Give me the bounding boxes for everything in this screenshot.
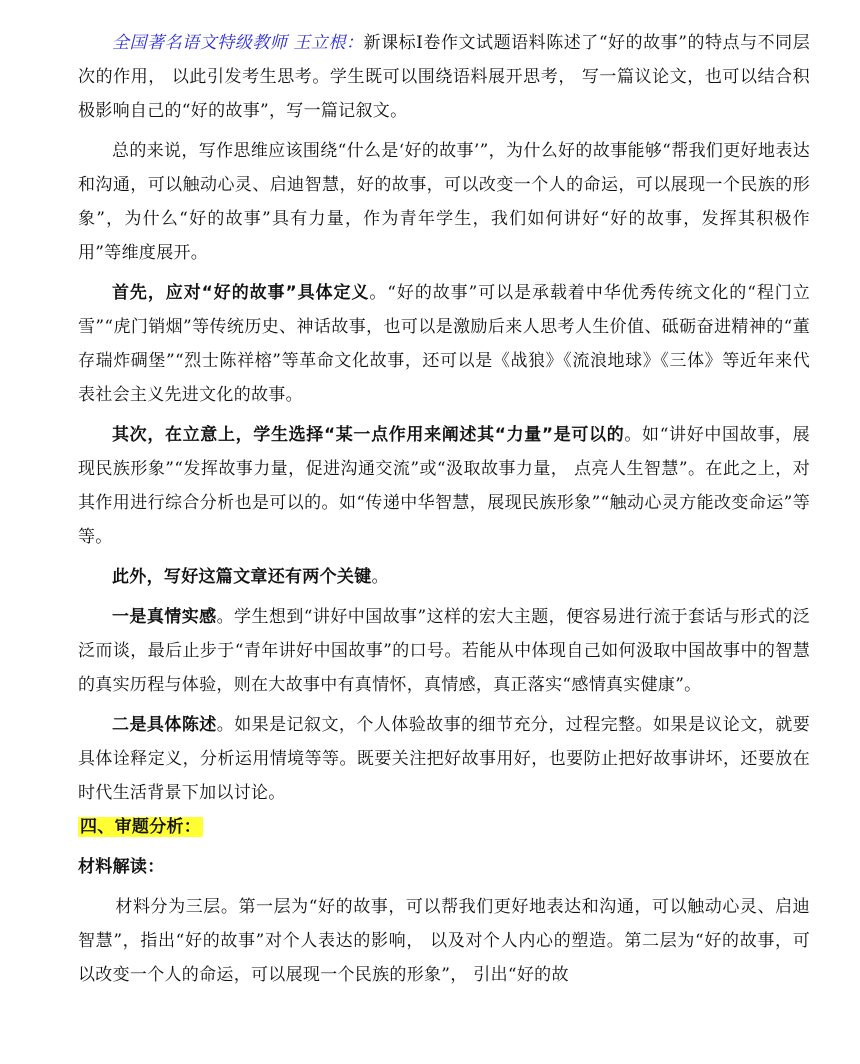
paragraph-text: 。学生想到“讲好中国故事”这样的宏大主题，便容易进行流于套话与形式的泛泛而谈，最后止步于“青年讲好中国故事”的口号。若能从中体现自己如何汲取中国故事中的智慧的真实历程与体验，则在大故事中有真情怀，真情感，真正落实“感情真实健康”。 — [78, 607, 810, 695]
paragraph-additional — [78, 560, 810, 594]
paragraph-text: 总的来说，写作思维应该围绕“什么是‘好的故事’”，为什么好的故事能够“帮我们更好地表达和沟通，可以触动心灵、启迪智慧，好的故事，可以改变一个人的命运，可以展现一个民族的形象”，为什么“好的故事”具有力量，作为青年学生，我们如何讲好“好的故事，发挥其积极作用”等维度展开。 — [78, 141, 810, 263]
paragraph-text: 。 — [371, 567, 389, 587]
paragraph-text: 。“好的故事”可以是承载着中华优秀传统文化的“程门立雪”“虎门销烟”等传统历史、神话故事，也可以是激励后来人思考人生价值、砥砺奋进精神的“董存瑞炸碉堡”“烈士陈祥榕”等革命文化故事，还可以是《战狼》《流浪地球》《三体》等近年来代表社会主义先进文化的故事。 — [78, 283, 810, 405]
paragraph-bold-lead: 一是真情实感 — [112, 607, 217, 627]
paragraph-second — [78, 418, 810, 554]
paragraph-material — [78, 890, 810, 992]
teacher-name: 全国著名语文特级教师 王立根： — [112, 33, 364, 53]
sub-heading: 材料解读： — [78, 857, 165, 877]
section-heading-line — [78, 810, 810, 844]
paragraph-first — [78, 276, 810, 412]
paragraph-key-two — [78, 708, 810, 810]
paragraph-text: 。如“讲好中国故事，展现民族形象”“发挥故事力量，促进沟通交流”或“汲取故事力量， 点亮人生智慧”。在此之上，对其作用进行综合分析也是可以的。如“传递中华智慧，展现民族形象”“触动心灵方能改变命运”等等。 — [78, 425, 810, 547]
paragraph-bold-lead: 二是具体陈述 — [112, 715, 217, 735]
paragraph-text: 。如果是记叙文，个人体验故事的细节充分，过程完整。如果是议论文，就要具体诠释定义，分析运用情境等等。既要关注把好故事用好，也要防止把好故事讲坏，还要放在时代生活背景下加以讨论。 — [78, 715, 810, 803]
paragraph-text: 材料分为三层。第一层为“好的故事，可以帮我们更好地表达和沟通，可以触动心灵、启迪智慧”，指出“好的故事”对个人表达的影响， 以及对个人内心的塑造。第二层为“好的故事，可以改变一个人的命运，可以展现一个民族的形象”， 引出“好的故 — [78, 897, 810, 985]
section-heading: 四、审题分析： — [80, 817, 202, 837]
paragraph-text: 新课标Ⅰ卷作文试题语料陈述了“好的故事”的特点与不同层次的作用， 以此引发考生思考。学生既可以围绕语料展开思考， 写一篇议论文，也可以结合积极影响自己的“好的故事”，写一篇记叙文。 — [78, 33, 810, 121]
paragraph-teacher-comment — [78, 26, 810, 128]
paragraph-overview — [78, 134, 810, 270]
paragraph-bold-lead: 此外，写好这篇文章还有两个关键 — [112, 567, 372, 587]
paragraph-bold-lead: 其次，在立意上，学生选择“某一点作用来阐述其“力量”是可以的 — [112, 425, 625, 445]
paragraph-key-one — [78, 600, 810, 702]
paragraph-bold-lead: 首先，应对“好的故事”具体定义 — [112, 283, 370, 303]
sub-heading-line — [78, 850, 810, 884]
